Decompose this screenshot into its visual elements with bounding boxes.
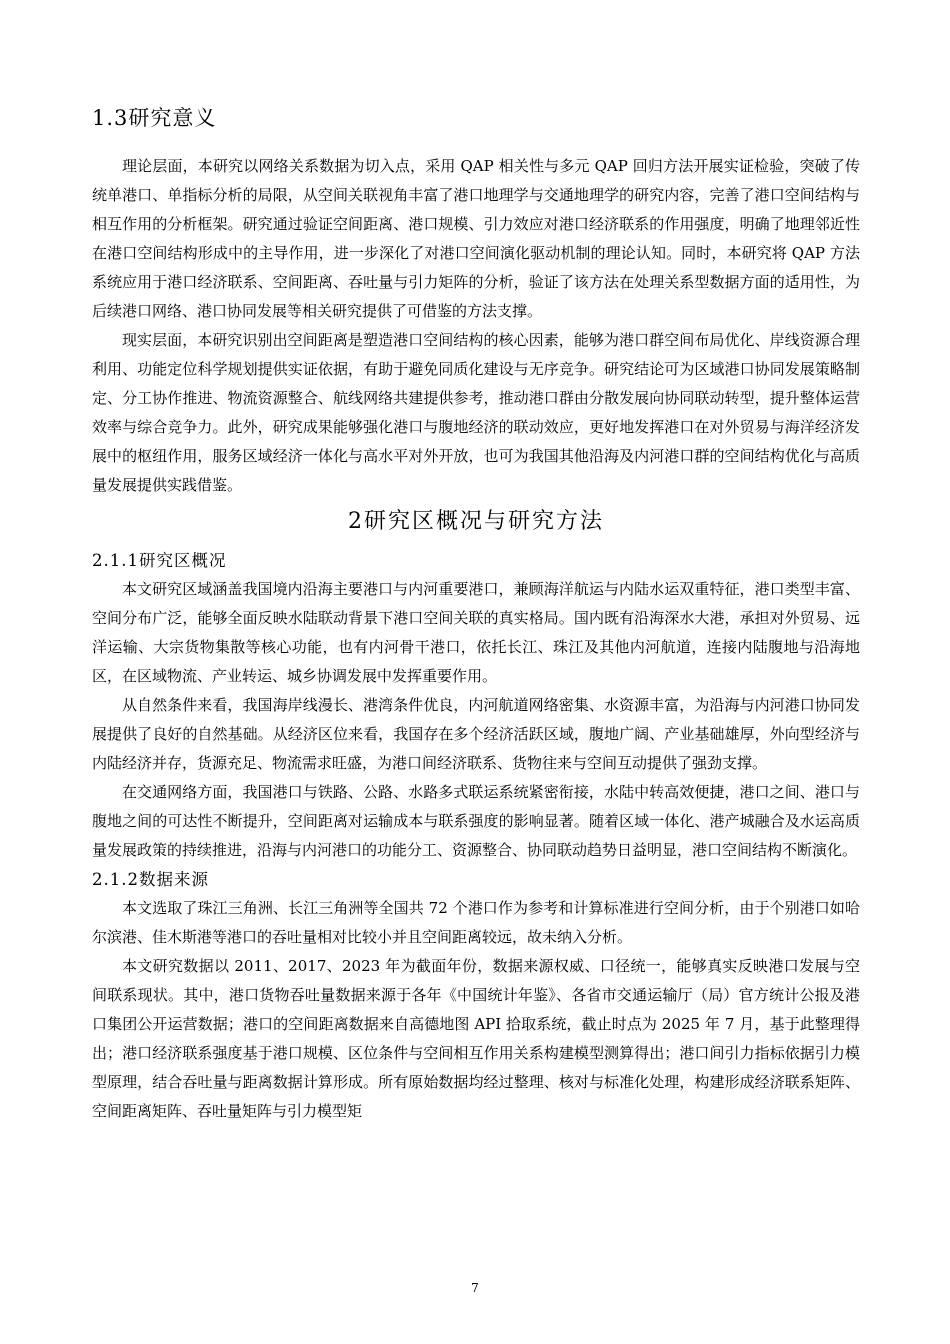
page-number: 7	[471, 1281, 479, 1295]
paragraph-practice: 现实层面，本研究识别出空间距离是塑造港口空间结构的核心因素，能够为港口群空间布局优化、岸线资源合理利用、功能定位科学规划提供实证依据，有助于避免同质化建设与无序竞争。研究结论可为区域港口协同发展策略制定、分工协作推进、物流资源整合、航线网络共建提供参考，推动港口群由分散发展向协同联动转型，提升整体运营效率与综合竞争力。此外，研究成果能够强化港口与腹地经济的联动效应，更好地发挥港口在对外贸易与海洋经济发展中的枢纽作用，服务区域经济一体化与高水平对外开放，也可为我国其他沿海及内河港口群的空间结构优化与高质量发展提供实践借鉴。	[92, 331, 860, 494]
paragraph-study-area: 本文研究区域涵盖我国境内沿海主要港口与内河重要港口，兼顾海洋航运与内陆水运双重特征，港口类型丰富、空间分布广泛，能够全面反映水陆联动背景下港口空间关联的真实格局。国内既有沿海深水大港，承担对外贸易、远洋运输、大宗货物集散等核心功能，也有内河骨干港口，依托长江、珠江及其他内河航道，连接内陆腹地与沿海地区，在区域物流、产业转运、城乡协调发展中发挥重要作用。	[92, 580, 860, 685]
page-content	[92, 100, 860, 1126]
paragraph-port-selection: 本文选取了珠江三角洲、长江三角洲等全国共 72 个港口作为参考和计算标准进行空间分析，由于个别港口如哈尔滨港、佳木斯港等港口的吞吐量相对比较小并且空间距离较远，故未纳入分析。	[92, 899, 860, 946]
section-heading-2-1-1: 2.1.1研究区概况	[92, 551, 227, 570]
paragraph-theory: 理论层面，本研究以网络关系数据为切入点，采用 QAP 相关性与多元 QAP 回归方法开展实证检验，突破了传统单港口、单指标分析的局限，从空间关联视角丰富了港口地理学与交通地理学的研究内容，完善了港口空间结构与相互作用的分析框架。研究通过验证空间距离、港口规模、引力效应对港口经济联系的作用强度，明确了地理邻近性在港口空间结构形成中的主导作用，进一步深化了对港口空间演化驱动机制的理论认知。同时，本研究将 QAP 方法系统应用于港口经济联系、空间距离、吞吐量与引力矩阵的分析，验证了该方法在处理关系型数据方面的适用性，为后续港口网络、港口协同发展等相关研究提供了可借鉴的方法支撑。	[92, 157, 860, 320]
paragraph-natural-conditions: 从自然条件来看，我国海岸线漫长、港湾条件优良，内河航道网络密集、水资源丰富，为沿海与内河港口协同发展提供了良好的自然基础。从经济区位来看，我国存在多个经济活跃区域，腹地广阔、产业基础雄厚，外向型经济与内陆经济并存，货源充足、物流需求旺盛，为港口间经济联系、货物往来与空间互动提供了强劲支撑。	[92, 696, 860, 772]
chapter-heading-2: 2研究区概况与研究方法	[348, 509, 604, 534]
paragraph-data-sources: 本文研究数据以 2011、2017、2023 年为截面年份，数据来源权威、口径统一，能够真实反映港口发展与空间联系现状。其中，港口货物吞吐量数据来源于各年《中国统计年鉴》、各省市交通运输厅（局）官方统计公报及港口集团公开运营数据；港口的空间距离数据来自高德地图 API 拾取系统，截止时点为 2025 年 7 月，基于此整理得出；港口经济联系强度基于港口规模、区位条件与空间相互作用关系构建模型测算得出；港口间引力指标依据引力模型原理，结合吞吐量与距离数据计算形成。所有原始数据均经过整理、核对与标准化处理，构建形成经济联系矩阵、空间距离矩阵、吞吐量矩阵与引力模型矩	[92, 957, 860, 1120]
section-heading-1-3: 1.3研究意义	[92, 106, 217, 130]
section-heading-2-1-2: 2.1.2数据来源	[92, 870, 209, 889]
paragraph-transport-network: 在交通网络方面，我国港口与铁路、公路、水路多式联运系统紧密衔接，水陆中转高效便捷，港口之间、港口与腹地之间的可达性不断提升，空间距离对运输成本与联系强度的影响显著。随着区域一体化、港产城融合及水运高质量发展政策的持续推进，沿海与内河港口的功能分工、资源整合、协同联动趋势日益明显，港口空间结构不断演化。	[92, 783, 860, 859]
